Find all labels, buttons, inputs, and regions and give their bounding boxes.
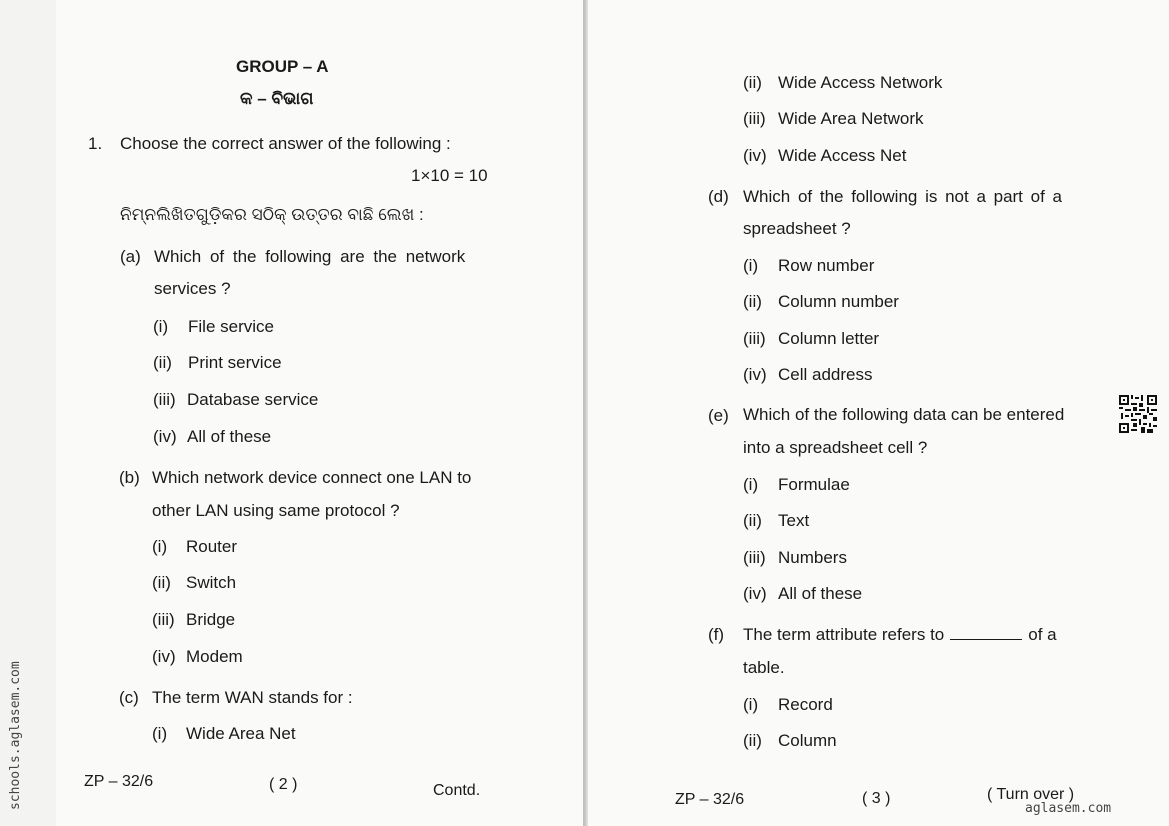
option-number: (ii) — [153, 353, 172, 372]
option-text: Print service — [188, 353, 282, 372]
option-number: (iii) — [743, 329, 766, 348]
sub-question-d-line1: Which of the following is not a part of a — [743, 187, 1062, 206]
option-number: (i) — [743, 475, 759, 494]
fill-in-blank — [950, 639, 1022, 640]
footer-paper-code: ZP – 32/6 — [675, 791, 745, 808]
option-text: Numbers — [778, 548, 847, 567]
group-heading: GROUP – A — [236, 57, 329, 76]
option-number: (iii) — [743, 548, 766, 567]
option-text: Cell address — [778, 365, 873, 384]
option-number: (iv) — [743, 365, 767, 384]
group-heading-odia: କ – ବିଭାଗ — [240, 89, 314, 108]
option-text: Switch — [186, 573, 237, 592]
option-text: Formulae — [778, 475, 850, 494]
sub-question-f-label: (f) — [708, 625, 725, 644]
option-number: (i) — [743, 695, 759, 714]
option-text: Wide Access Net — [778, 146, 907, 165]
option-text: Router — [186, 537, 238, 556]
sub-question-f-line2: table. — [743, 658, 785, 677]
option-number: (ii) — [743, 731, 762, 750]
option-text: Wide Access Network — [778, 73, 943, 92]
option-text: Modem — [186, 647, 243, 666]
option-number: (i) — [153, 317, 169, 336]
option-number: (iv) — [743, 584, 767, 603]
question-instruction-odia: ନିମ୍ନଲିଖିତଗୁଡ଼ିକର ସଠିକ୍ ଉତ୍ତର ବାଛି ଲେଖ : — [120, 205, 424, 224]
watermark-vertical: schools.aglasem.com — [8, 661, 23, 810]
sub-question-c-line1: The term WAN stands for : — [152, 688, 353, 707]
option-number: (ii) — [152, 573, 171, 592]
option-number: (iii) — [743, 109, 766, 128]
option-text: Database service — [187, 390, 319, 409]
question-marks: 1×10 = 10 — [411, 166, 488, 185]
option-number: (iv) — [743, 146, 767, 165]
option-number: (iii) — [152, 610, 175, 629]
question-number: 1. — [88, 134, 103, 153]
sub-question-e-line1: Which of the following data can be entered — [743, 405, 1065, 424]
sub-question-c-label: (c) — [119, 688, 139, 707]
option-text: Row number — [778, 256, 875, 275]
option-number: (i) — [152, 724, 168, 743]
sub-question-f-line1-after: of a — [1028, 625, 1057, 644]
option-text: Column number — [778, 292, 899, 311]
footer-paper-code: ZP – 32/6 — [84, 773, 154, 790]
footer-turn-over: ( Turn over ) — [987, 786, 1075, 803]
sub-question-d-line2: spreadsheet ? — [743, 219, 851, 238]
footer-contd: Contd. — [433, 782, 481, 799]
option-text: Bridge — [186, 610, 236, 629]
footer-page-number: ( 2 ) — [269, 776, 298, 793]
question-instruction: Choose the correct answer of the following : — [120, 134, 451, 153]
option-number: (ii) — [743, 73, 762, 92]
footer-page-number: ( 3 ) — [862, 790, 891, 807]
option-text: Record — [778, 695, 833, 714]
option-number: (i) — [152, 537, 168, 556]
qr-code-icon — [1119, 395, 1157, 433]
sub-question-f-line1 — [743, 625, 1057, 645]
option-number: (ii) — [743, 292, 762, 311]
option-text: Column letter — [778, 329, 880, 348]
sub-question-a-line2: services ? — [154, 279, 231, 298]
sub-question-a-line1: Which of the following are the network — [154, 247, 466, 266]
sub-question-d-label: (d) — [708, 187, 729, 206]
option-text: All of these — [778, 584, 863, 603]
sub-question-e-label: (e) — [708, 406, 729, 425]
sub-question-f-line1-before: The term attribute refers to — [743, 625, 945, 644]
option-text: Column — [778, 731, 837, 750]
option-number: (i) — [743, 256, 759, 275]
option-text: Wide Area Network — [778, 109, 924, 128]
option-text: Text — [778, 511, 810, 530]
option-text: Wide Area Net — [186, 724, 296, 743]
option-number: (iv) — [153, 427, 177, 446]
option-text: File service — [188, 317, 274, 336]
option-number: (ii) — [743, 511, 762, 530]
option-text: All of these — [187, 427, 272, 446]
watermark-horizontal: aglasem.com — [1025, 801, 1112, 816]
option-number: (iii) — [153, 390, 176, 409]
sub-question-b-line1: Which network device connect one LAN to — [152, 468, 472, 487]
sub-question-a-label: (a) — [120, 247, 141, 266]
sub-question-b-label: (b) — [119, 468, 140, 487]
option-number: (iv) — [152, 647, 176, 666]
sub-question-e-line2: into a spreadsheet cell ? — [743, 438, 928, 457]
sub-question-b-line2: other LAN using same protocol ? — [152, 501, 400, 520]
